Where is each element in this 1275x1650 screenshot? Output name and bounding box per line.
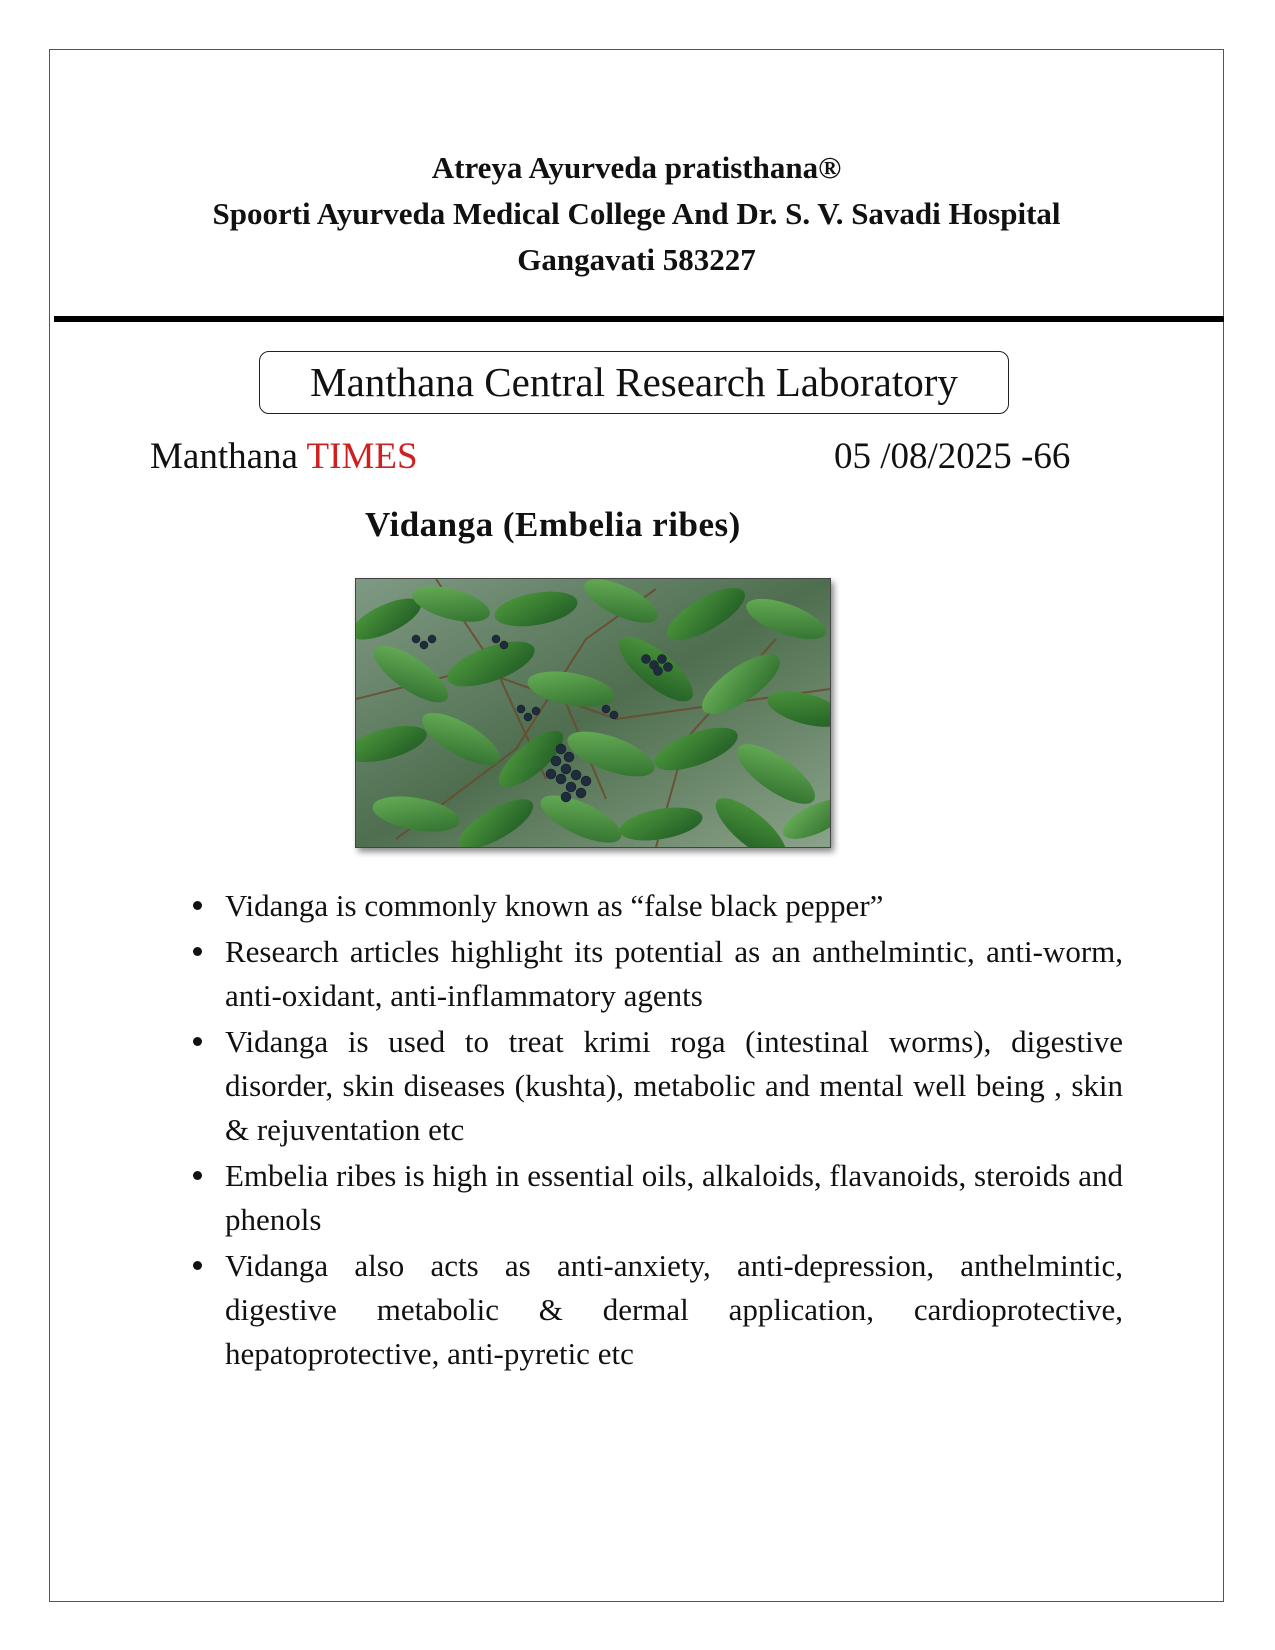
bullet-icon [193,901,202,910]
masthead-highlight: TIMES [306,436,418,477]
issue-date: 05 /08/2025 -66 [834,436,1071,477]
lab-title: Manthana Central Research Laboratory [310,359,958,405]
header-divider [54,316,1224,322]
list-item: Vidanga also acts as anti-anxiety, anti-depression, anthelmintic, digestive metabolic & dermal application, cardioprotective, hepatoprotective, anti-pyretic etc [225,1244,1123,1376]
plant-photo-illustration [356,579,830,847]
institution-header [49,145,1224,283]
article-bullet-list [225,884,1123,1378]
college-name: Spoorti Ayurveda Medical College And Dr. S. V. Savadi Hospital [212,196,1061,231]
newsletter-masthead [150,432,418,482]
bullet-icon [193,947,202,956]
bullet-icon [193,1171,202,1180]
bullet-icon [193,1261,202,1270]
bullet-icon [193,1037,202,1046]
list-item: Vidanga is commonly known as “false black pepper” [225,884,1123,928]
plant-photo [355,578,831,848]
list-item: Embelia ribes is high in essential oils, alkaloids, flavanoids, steroids and phenols [225,1154,1123,1242]
list-item: Research articles highlight its potential as an anthelmintic, anti-worm, anti-oxidant, anti-inflammatory agents [225,930,1123,1018]
list-item: Vidanga is used to treat krimi roga (intestinal worms), digestive disorder, skin diseases (kushta), metabolic and mental well being , skin & rejuventation etc [225,1020,1123,1152]
masthead-name: Manthana [150,436,307,477]
institution-name: Atreya Ayurveda pratisthana® [431,150,842,185]
institution-address: Gangavati 583227 [517,242,756,277]
lab-title-box [259,351,1009,414]
article-title: Vidanga (Embelia ribes) [365,505,741,544]
